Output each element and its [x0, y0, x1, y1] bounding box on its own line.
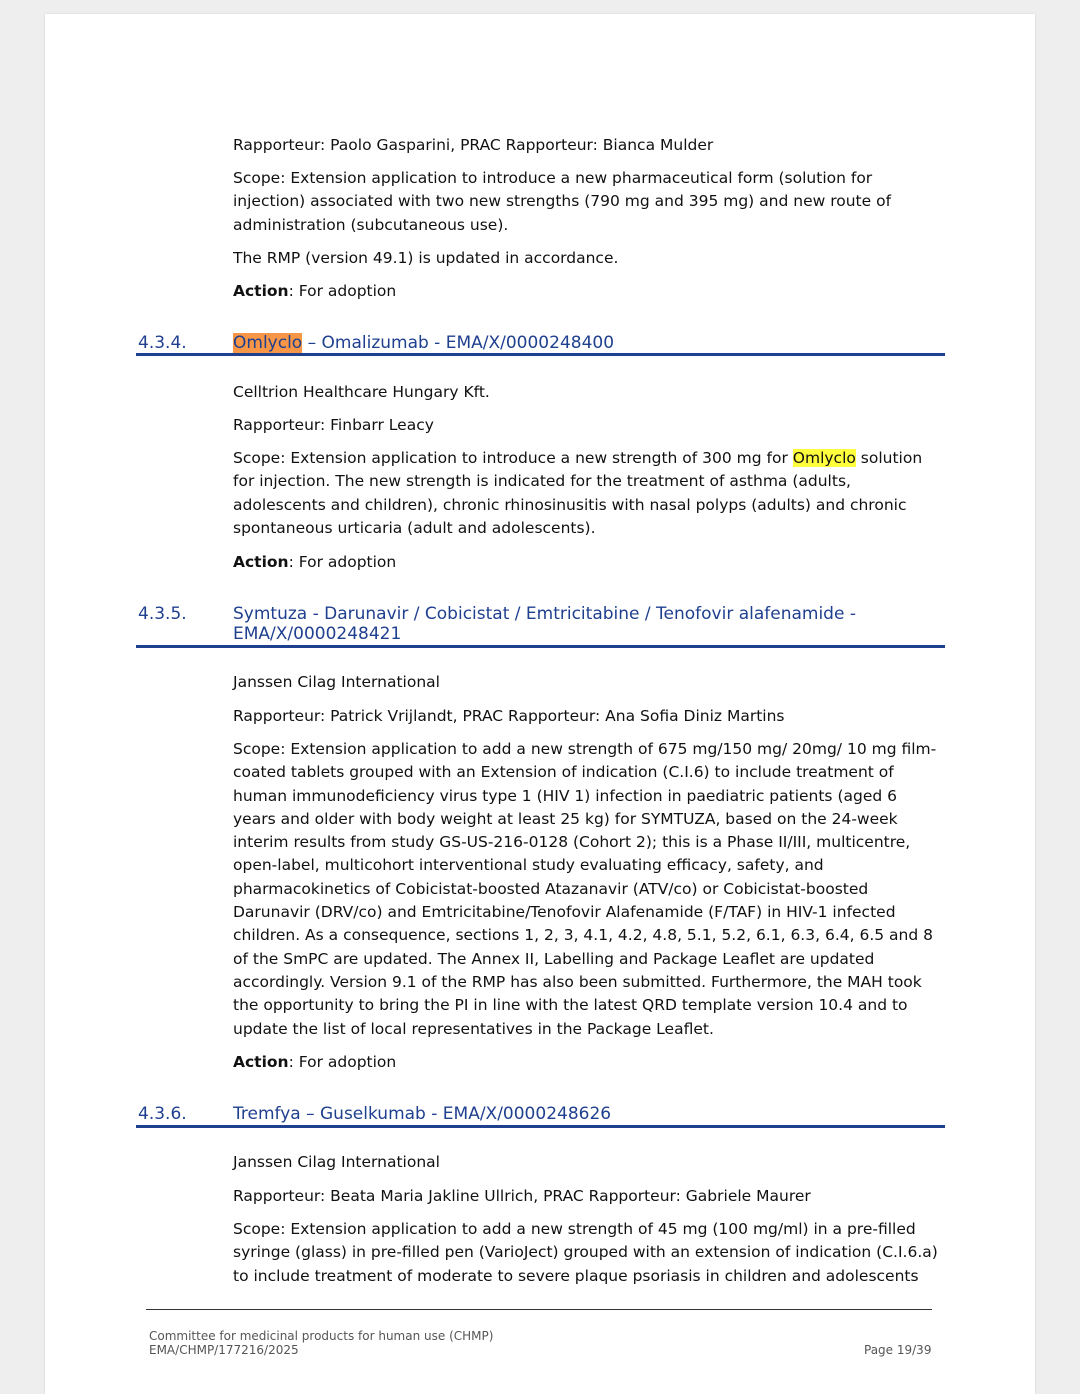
rapporteur-text: Rapporteur: Patrick Vrijlandt, PRAC Rapporteur: Ana Sofia Diniz Martins	[233, 707, 785, 725]
action-label: Action	[233, 1053, 289, 1071]
company-text: Janssen Cilag International	[233, 673, 440, 691]
section-title: Symtuza - Darunavir / Cobicistat / Emtricitabine / Tenofovir alafenamide - EMA/X/0000248421	[233, 604, 856, 644]
section-divider	[136, 1125, 945, 1128]
rmp-text: The RMP (version 49.1) is updated in accordance.	[233, 249, 619, 267]
section-divider	[136, 353, 945, 356]
section-divider	[136, 645, 945, 648]
scope-text: Scope: Extension application to add a new strength of 675 mg/150 mg/ 20mg/ 10 mg film-coated tablets grouped with an Extension of indication (C.I.6) to include treatment of human immunodeficiency virus type 1 (HIV 1) infection in paediatric patients (aged 6 years and older with body weight at least 25 kg) for SYMTUZA, based on the 24-week interim results from study GS-US-216-0128 (Cohort 2); this is a Phase II/III, multicentre, open-label, multicohort interventional study evaluating efficacy, safety, and pharmacokinetics of Cobicistat-boosted Atazanavir (ATV/co) or Cobicistat-boosted Darunavir (DRV/co) and Emtricitabine/Tenofovir Alafenamide (F/TAF) in HIV-1 infected children. As a consequence, sections 1, 2, 3, 4.1, 4.2, 4.8, 5.1, 5.2, 6.1, 6.3, 6.4, 6.5 and 8 of the SmPC are updated. The Annex II, Labelling and Package Leaflet are updated accordingly. Version 9.1 of the RMP has also been submitted. Furthermore, the MAH took the opportunity to bring the PI in line with the latest QRD template version 10.4 and to update the list of local representatives in the Package Leaflet.	[233, 740, 937, 1038]
company-text: Celltrion Healthcare Hungary Kft.	[233, 383, 490, 401]
scope-text	[233, 447, 943, 540]
search-highlight: Omlyclo	[792, 449, 856, 467]
action-label: Action	[233, 553, 289, 571]
action-value: : For adoption	[288, 1053, 397, 1071]
action-value: : For adoption	[288, 553, 397, 571]
scope-text-part: solution for injection. The new strength is indicated for the treatment of asthma (adults, adolescents and children), chronic rhinosinusitis with nasal polyps (adults) and chronic spontaneous urticaria (adult and adolescents).	[233, 449, 923, 537]
section-number: 4.3.5.	[138, 604, 187, 624]
action-label: Action	[233, 282, 289, 300]
action-line	[233, 1051, 943, 1074]
rapporteur-text: Rapporteur: Beata Maria Jakline Ullrich, PRAC Rapporteur: Gabriele Maurer	[233, 1187, 811, 1205]
search-highlight-current: Omlyclo	[233, 333, 303, 353]
footer-committee: Committee for medicinal products for human use (CHMP)	[149, 1329, 494, 1343]
scope-text: Scope: Extension application to add a new strength of 45 mg (100 mg/ml) in a pre-filled syringe (glass) in pre-filled pen (VarioJect) grouped with an extension of indication (C.I.6.a) to include treatment of moderate to severe plaque psoriasis in children and adolescents	[233, 1220, 938, 1285]
scope-text: Scope: Extension application to introduce a new pharmaceutical form (solution for injection) associated with two new strengths (790 mg and 395 mg) and new route of administration (subcutaneous use).	[233, 169, 892, 234]
page-number: Page 19/39	[864, 1343, 932, 1357]
footer-reference: EMA/CHMP/177216/2025	[149, 1343, 299, 1357]
section-title	[233, 333, 933, 353]
section-number: 4.3.6.	[138, 1104, 187, 1124]
scope-text-part: Scope: Extension application to introduce a new strength of 300 mg for	[233, 449, 793, 467]
action-line	[233, 551, 943, 574]
rapporteur-text: Rapporteur: Finbarr Leacy	[233, 416, 434, 434]
section-number: 4.3.4.	[138, 333, 187, 353]
section-title: Tremfya – Guselkumab - EMA/X/0000248626	[233, 1104, 612, 1124]
action-line	[233, 280, 943, 303]
footer-divider	[146, 1309, 932, 1310]
rapporteur-text: Rapporteur: Paolo Gasparini, PRAC Rapporteur: Bianca Mulder	[233, 136, 714, 154]
section-title-rest: – Omalizumab - EMA/X/0000248400	[302, 333, 615, 353]
company-text: Janssen Cilag International	[233, 1153, 440, 1171]
action-value: : For adoption	[288, 282, 397, 300]
